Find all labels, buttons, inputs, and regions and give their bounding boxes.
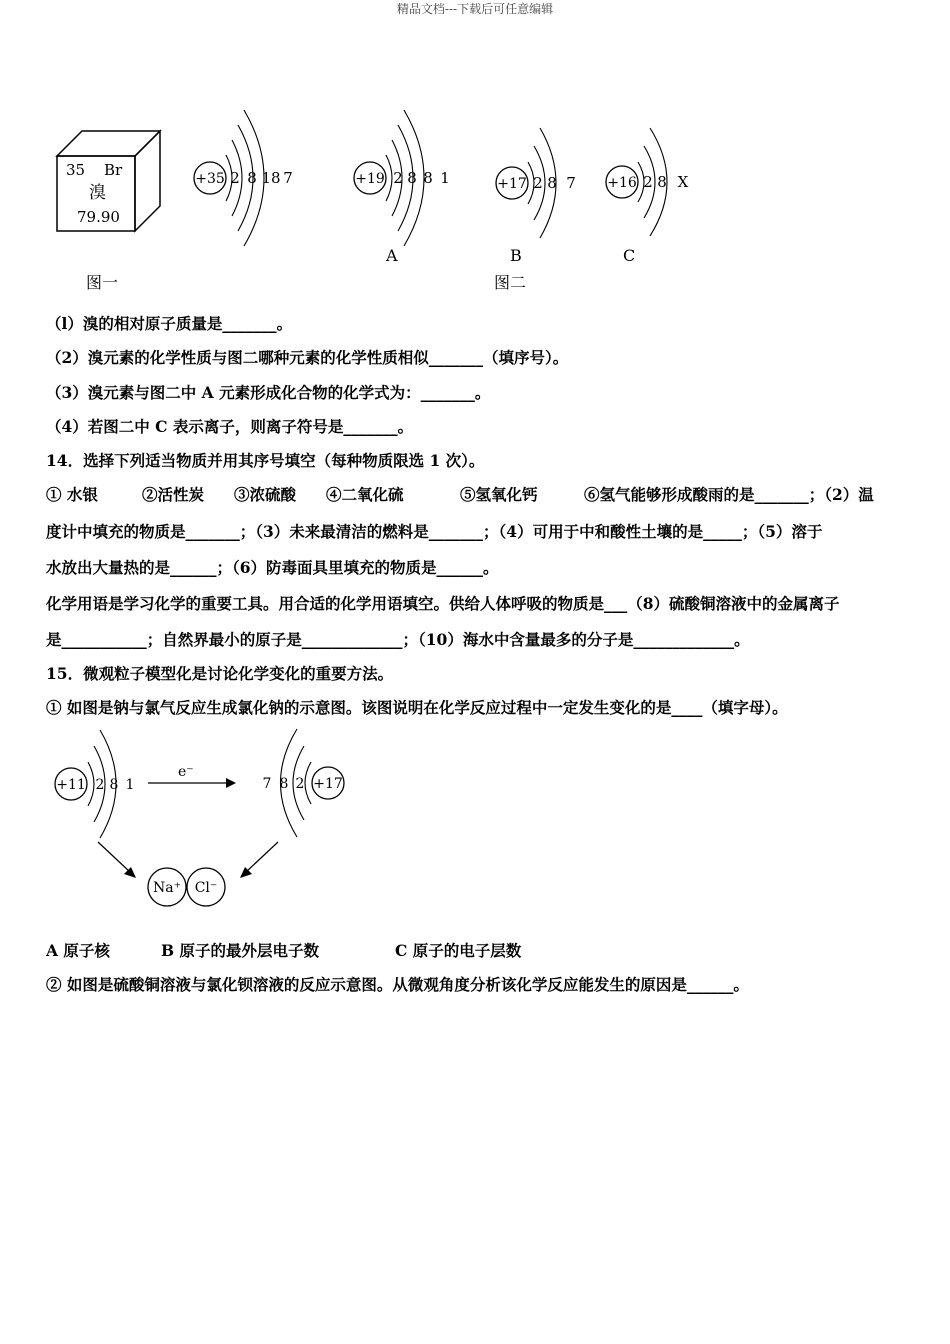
q15-sub-2: ② 如图是硫酸铜溶液与氯化钡溶液的反应示意图。从微观角度分析该化学反应能发生的原因是______。 [46,975,749,994]
q15-option-a: A 原子核 [46,941,110,960]
element-number: 35 [66,161,86,179]
fig1-caption: 图一 [86,273,119,292]
shell-count: 1 [440,169,450,187]
shell-count: 8 [279,776,289,792]
q14-line-1-tail: ⑥氢气能够形成酸雨的是_______；（2）温 [584,485,874,504]
shell-count: 2 [295,776,305,792]
q14-line-1 [46,483,904,505]
shell-count: 8 [407,169,417,187]
atom-a-label: A [386,246,398,265]
q14-line-3: 水放出大量热的是______；（6）防毒面具里填充的物质是______。 [46,558,499,577]
na-ion-label: Na⁺ [153,880,181,896]
shell-count: 7 [262,776,272,792]
q13-item-2: （2）溴元素的化学性质与图二哪种元素的化学性质相似_______（填序号）。 [46,348,569,367]
q15-option-c: C 原子的电子层数 [395,941,522,960]
element-name: 溴 [89,183,106,203]
cl-nucleus-label: +17 [313,776,343,792]
q14-option: ②活性炭 [142,485,205,504]
shell-count: 2 [393,169,403,187]
nucleus-label: +16 [607,175,637,191]
shell-count: 1 [125,777,135,793]
shell-count: 7 [566,174,576,192]
q15-option-b: B 原子的最外层电子数 [161,941,319,960]
shell-count: 2 [643,173,653,191]
nucleus-label: +35 [195,171,225,187]
bromine-atom-diagram [188,100,308,250]
q14-option: ④二氧化硫 [326,485,404,504]
q13-item-3: （3）溴元素与图二中 A 元素形成化合物的化学式为：_______。 [46,383,491,402]
na-nucleus-label: +11 [56,777,86,793]
shell-count: 8 [247,169,257,187]
page-header: 精品文档---下载后可任意编辑 [396,2,554,16]
nucleus-label: +17 [497,176,527,192]
atom-c-diagram [600,120,700,240]
electron-label: e⁻ [178,764,194,780]
q15-options [46,939,521,961]
q14-option: ① 水银 [46,485,98,504]
shell-count: 8 [109,777,119,793]
atom-b-diagram [490,120,590,240]
q13-item-4: （4）若图二中 C 表示离子，则离子符号是_______。 [46,417,414,436]
atom-b-label: B [510,246,522,265]
q14-line-2: 度计中填充的物质是_______；（3）未来最清洁的燃料是_______；（4）可用于中和酸性土壤的是_____；（5）溶于 [46,522,823,541]
q13-item-1: （l）溴的相对原子质量是_______。 [46,314,293,333]
shell-count: 2 [230,169,240,187]
cl-ion-label: Cl⁻ [194,880,218,896]
q15-sub-1: ① 如图是钠与氯气反应生成氯化钠的示意图。该图说明在化学反应过程中一定发生变化的是____（填字母）。 [46,698,788,717]
atom-a-diagram [348,100,458,250]
shell-count: 2 [533,174,543,192]
shell-count: 8 [423,169,433,187]
shell-count: 18 [261,169,281,187]
shell-count: 8 [657,173,667,191]
shell-count: 2 [95,777,105,793]
shell-count: 7 [283,169,293,187]
q14-line-5: 是___________；自然界最小的原子是_____________；（10）海水中含量最多的分子是_____________。 [46,630,750,649]
shell-count: X [677,173,689,191]
shell-count: 8 [547,174,557,192]
q14-option: ⑤氢氧化钙 [460,485,538,504]
nucleus-label: +19 [355,171,385,187]
element-symbol: Br [104,161,123,179]
q14-title: 14．选择下列适当物质并用其序号填空（每种物质限选 1 次）。 [46,451,485,470]
q15-title: 15．微观粒子模型化是讨论化学变化的重要方法。 [46,664,394,683]
atom-c-label: C [623,246,636,265]
q14-option: ③浓硫酸 [234,485,297,504]
element-box [52,126,170,238]
element-mass: 79.90 [77,208,120,226]
fig2-caption: 图二 [494,273,527,292]
q14-line-4: 化学用语是学习化学的重要工具。用合适的化学用语填空。供给人体呼吸的物质是___（8）硫酸铜溶液中的金属离子 [46,594,840,613]
nacl-formation-diagram [46,722,366,917]
